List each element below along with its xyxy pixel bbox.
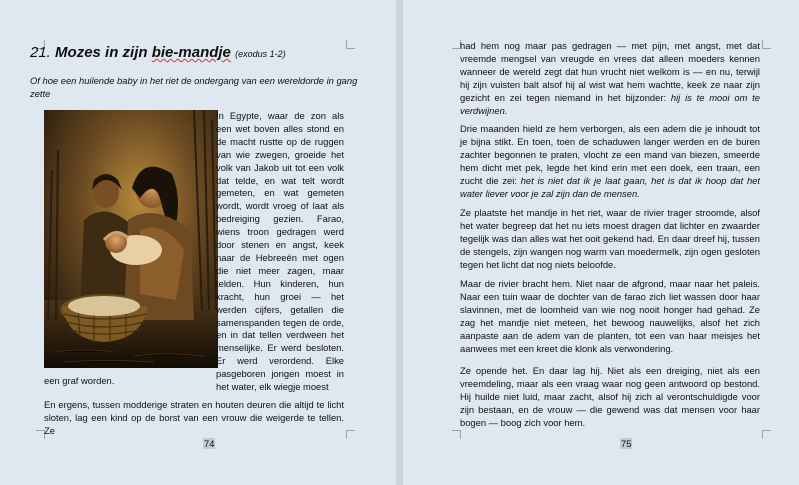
crop-mark bbox=[762, 430, 771, 439]
page-gutter bbox=[396, 0, 403, 485]
chapter-title bbox=[30, 44, 286, 61]
italic-quote: het is niet dat ik je laat gaan, het is dat ik hoop dat het water liever voor je zal zijn dan de mensen. bbox=[460, 174, 761, 199]
paragraph: Ze plaatste het mandje in het riet, waar de rivier trager stroomde, alsof het water begreep dat het nu iets moest dragen dat lichter en zwaarder tegelijk was dan alles wat het ooit gekend had. En daar dreef hij, tussen de stengels, zijn wangen nog warm van moedermelk, zijn ogen gesloten tegen het licht dat nog niets beloofde. bbox=[460, 207, 760, 270]
paragraph-continuation: een graf worden. bbox=[44, 375, 115, 386]
chapter-subtitle: Of hoe een huilende baby in het riet de ondergang van een wereldorde in gang zette bbox=[30, 75, 358, 99]
paragraph: had hem nog maar pas gedragen — met pijn, met angst, met dat vreemde mengsel van vreugde en vrees dat alleen moeders kennen wanneer de wereld zegt dat hun vrucht niet welkom is — en nu, terwijl hij zijn vuisten balt alsof hij al wist wat hem wachtte, keek ze naar zijn gezicht en zei tegen niemand in het bijzonder: hij is te mooi om te verdwijnen. bbox=[460, 40, 761, 116]
paragraph: Maar de rivier bracht hem. Niet naar de afgrond, maar naar het paleis. Naar een tuin waar de dochter van de farao zich liet wassen door haar slavinnen, met de loomheid van wie nog nooit honger had gehad. Ze zag het mandje niet meteen, het bewoog nauwelijks, alsof het zich aanpaste aan de adem van de planten, tot een van haar meisjes het aanwees met een kreet die klonk als verwondering. bbox=[460, 278, 760, 354]
crop-mark bbox=[346, 40, 355, 49]
crop-mark bbox=[452, 430, 461, 439]
crop-mark bbox=[346, 430, 355, 439]
moses-basket-painting bbox=[44, 110, 218, 368]
paragraph: Ze opende het. En daar lag hij. Niet als een dreiging, niet als een vreemdeling, maar als een vraag waar nog geen antwoord op bestond. Hij huilde niet luid, maar zacht, alsof hij zich al verontschuldigde voor zijn bestaan, en de vrouw — die gewend was dat mensen voor haar bogen — boog zich voor hem. bbox=[460, 365, 760, 428]
chapter-number: 21. bbox=[30, 44, 51, 61]
scripture-reference: (exodus 1-2) bbox=[235, 49, 286, 59]
paragraph: En ergens, tussen modderige straten en houten deuren die altijd te licht sloten, lag een kind op de borst van een vrouw die weigerde te tellen. Ze bbox=[44, 399, 344, 436]
spellcheck-marked-word: bie-mandje bbox=[151, 44, 231, 61]
paragraph: Drie maanden hield ze hem verborgen, als een adem die je inhoudt tot je bijna stikt. En toen, toen de schaduwen langer werden en de buren zachter begonnen te praten, vlocht ze een mand van biezen, smeerde hem dicht met pek, legde het kind erin met een doek, een traan, een zucht die zei: het is niet dat ik je laat gaan, het is dat ik hoop dat het water liever voor je zal zijn dan de mensen. bbox=[460, 123, 761, 199]
crop-mark bbox=[762, 40, 771, 49]
chapter-title-text: Mozes in zijn bie-mandje bbox=[55, 44, 231, 61]
italic-quote: hij is te mooi om te verdwijnen. bbox=[460, 91, 761, 116]
wrap-paragraph: In Egypte, waar de zon als een wet boven alles stond en de macht rustte op de ruggen van wie zwegen, groeide het volk van Jakob uit tot een volk dat telde, en wat telt wordt gemeten, en wat gemeten wordt, wordt vroeg of laat als bedreiging gezien. Farao, wiens troon gedragen werd door stenen en angst, keek naar de Hebreeën met ogen die niet meer zagen, maar telden. Hun kinderen, hun kracht, hun groei — het werden cijfers, getallen die samenspanden tegen de orde, en in dat tellen verdween het menselijke. Er werd besloten. Er werd verordend. Elke pasgeboren jongen moest in het water, elk wiegje moest bbox=[216, 110, 344, 393]
page-number-right: 75 bbox=[621, 438, 632, 449]
page-number-left: 74 bbox=[204, 438, 215, 449]
